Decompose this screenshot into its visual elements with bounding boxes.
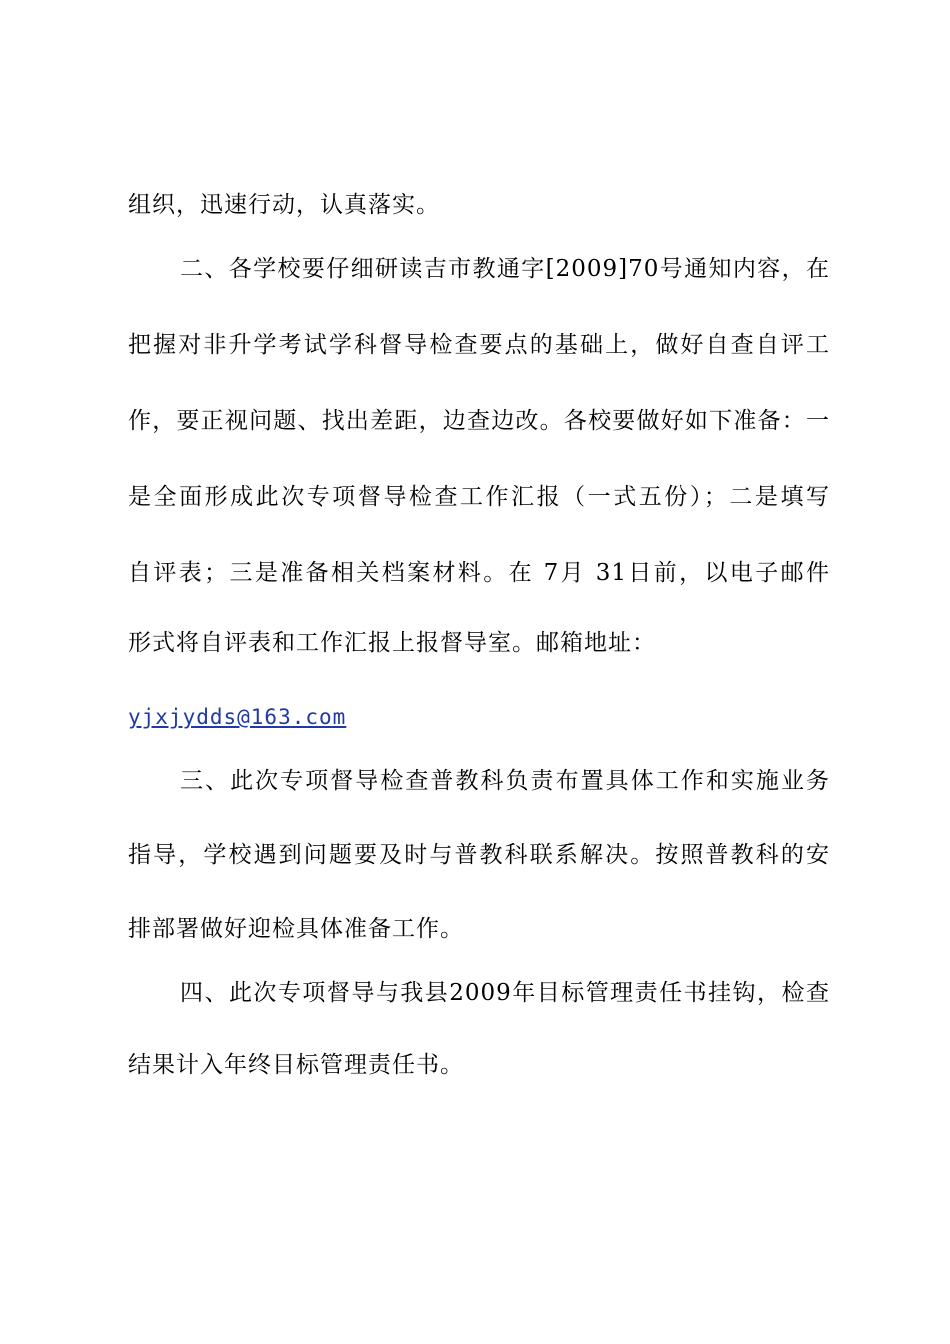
- paragraph-two-line-3: 作，要正视问题、找出差距，边查边改。各校要做好如下准备：一: [128, 408, 830, 434]
- paragraph-three-line-1: 三、此次专项督导检查普教科负责布置具体工作和实施业务: [180, 768, 830, 794]
- paragraph-three-line-3: 排部署做好迎检具体准备工作。: [128, 916, 464, 942]
- paragraph-two-line-1: 二、各学校要仔细研读吉市教通字[2009]70号通知内容，在: [180, 256, 830, 282]
- paragraph-two-line-5: 自评表；三是准备相关档案材料。在 7月 31日前，以电子邮件: [128, 560, 830, 586]
- paragraph-four-line-2: 结果计入年终目标管理责任书。: [128, 1052, 464, 1078]
- paragraph-line-1: 组织，迅速行动，认真落实。: [128, 192, 440, 218]
- paragraph-two-line-6: 形式将自评表和工作汇报上报督导室。邮箱地址：: [128, 630, 656, 656]
- email-line: [128, 702, 830, 732]
- paragraph-two-line-4: 是全面形成此次专项督导检查工作汇报（一式五份）；二是填写: [128, 484, 830, 510]
- paragraph-four-line-1: 四、此次专项督导与我县2009年目标管理责任书挂钩，检查: [180, 980, 830, 1006]
- paragraph-two-line-2: 把握对非升学考试学科督导检查要点的基础上，做好自查自评工: [128, 332, 830, 358]
- paragraph-three-line-2: 指导，学校遇到问题要及时与普教科联系解决。按照普教科的安: [128, 842, 830, 868]
- email-link[interactable]: yjxjydds@163.com: [128, 705, 347, 729]
